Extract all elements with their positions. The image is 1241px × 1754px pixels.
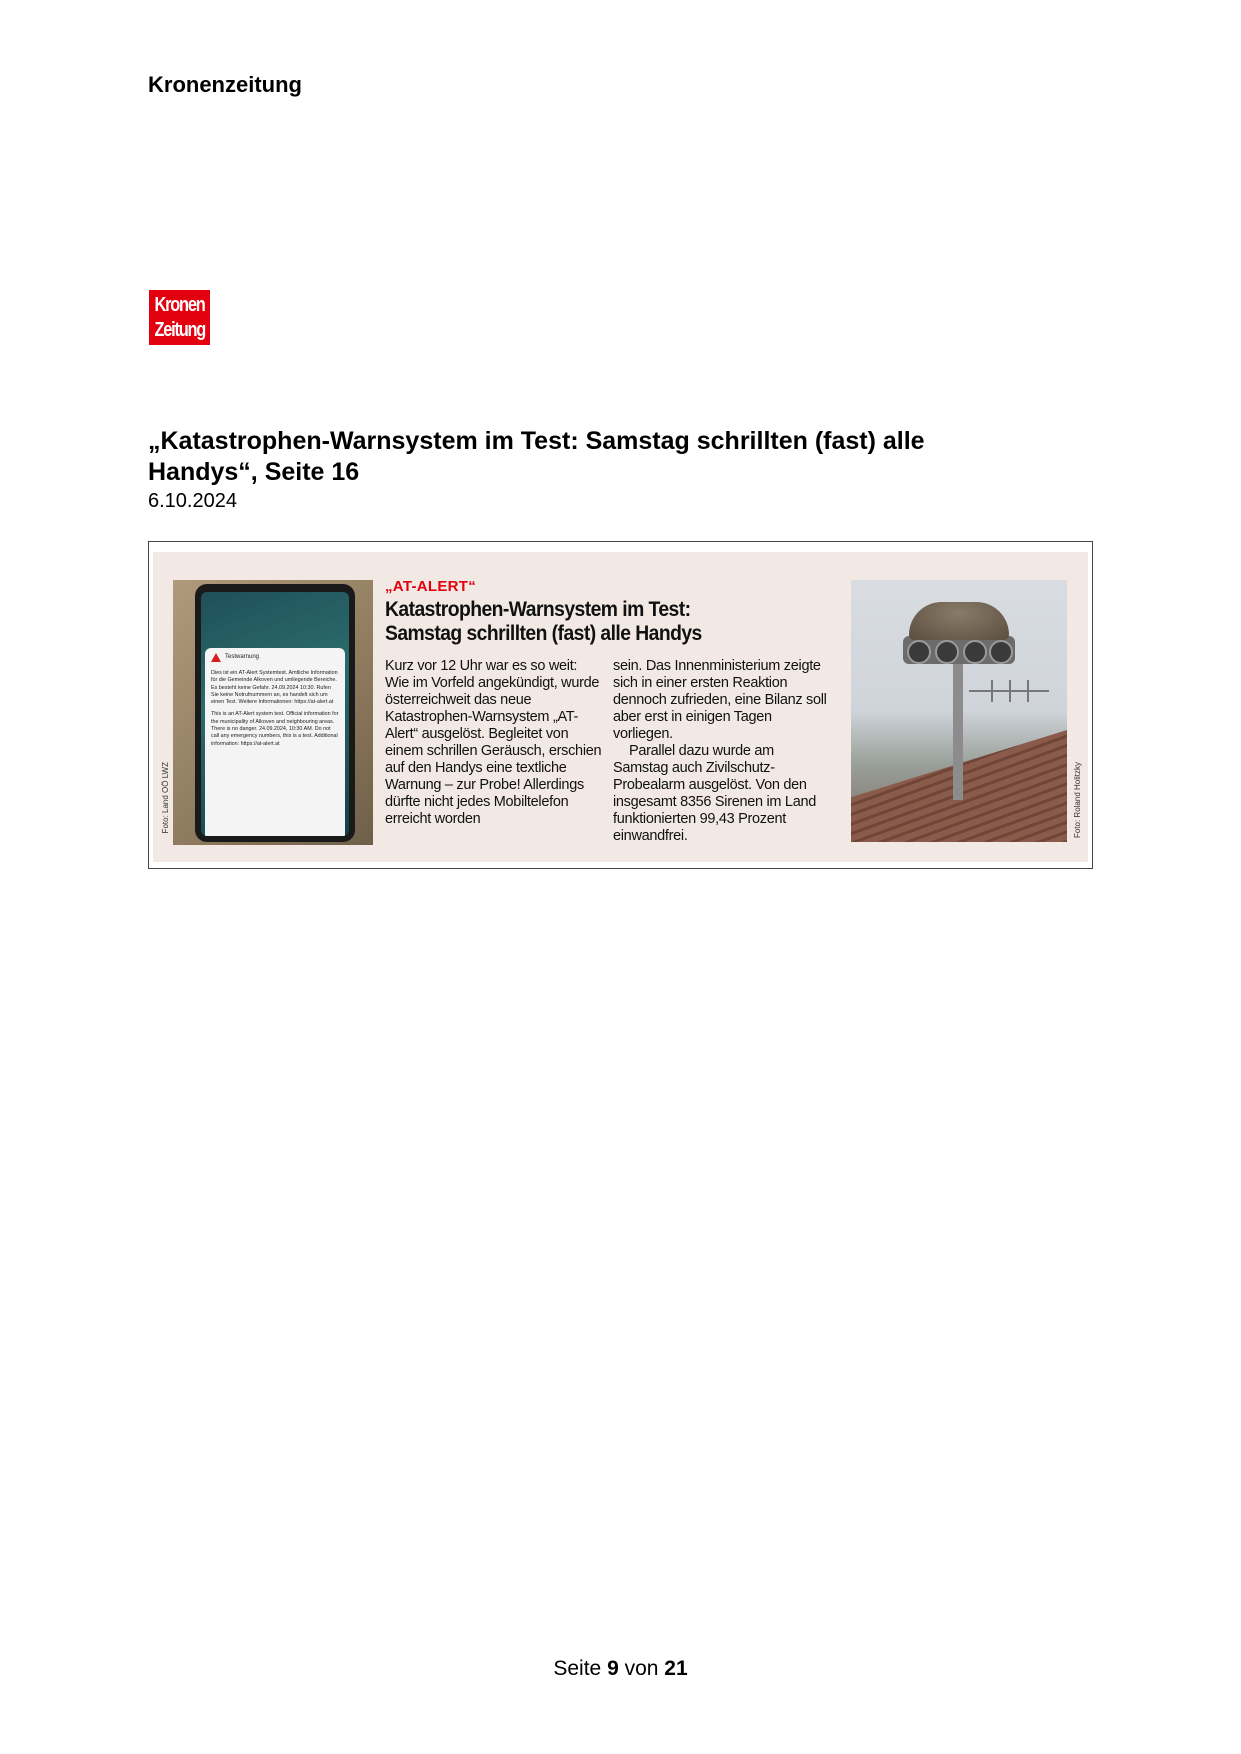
column-1-text: Kurz vor 12 Uhr war es so weit: Wie im Vorfeld angekündigt, wurde österreichweit das neue Katastrophen-Warnsystem „AT-Alert“ ausgelöst. Begleitet von einem schrillen Geräusch, erschien auf den Handys eine textliche Warnung – zur Probe! Allerdings dürfte nicht jedes Mobiltelefon erreicht worden — [385, 658, 602, 827]
siren-photo — [851, 580, 1067, 842]
siren-pole — [953, 650, 963, 800]
phone-photo — [173, 580, 373, 845]
alert-heading: Testwarnung — [225, 653, 260, 660]
article-kicker: „AT-ALERT“ — [385, 578, 477, 595]
clipping-headline — [385, 598, 790, 646]
antenna-element — [1027, 680, 1029, 702]
article-date: 6.10.2024 — [148, 490, 237, 512]
article-title — [148, 426, 1098, 488]
footer-middle: von — [624, 1657, 659, 1680]
footer-total-pages: 21 — [664, 1657, 688, 1680]
photo-credit-left: Foto: Land OÖ LWZ — [161, 762, 170, 834]
clipping-background — [153, 552, 1088, 862]
antenna-element — [1009, 680, 1011, 702]
footer-page-number: 9 — [607, 1657, 619, 1680]
article-title-line-2: Handys“, Seite 16 — [148, 458, 360, 486]
alert-text-english: This is an AT-Alert system test. Official information for the municipality of Alkoven and neighbouring areas. There is no danger. 24.09.2024, 10:30 AM. Do not call any emergency numbers, this is a test. Additional information: https://at-alert.at — [211, 711, 339, 747]
column-2-paragraph-1: sein. Das Innenministerium zeigte sich in einer ersten Reaktion dennoch zufrieden, eine Bilanz soll aber erst in einigen Tagen vorliegen. — [613, 658, 827, 742]
document-source: Kronenzeitung — [148, 72, 302, 97]
smartphone — [195, 584, 355, 842]
alert-notification — [205, 648, 345, 836]
headline-line-1: Katastrophen-Warnsystem im Test: — [385, 598, 691, 621]
footer-prefix: Seite — [553, 1657, 602, 1680]
alert-header — [211, 653, 339, 662]
warning-icon — [211, 653, 221, 662]
antenna-element — [991, 680, 993, 702]
logo-line-2: Zeitung — [154, 318, 206, 341]
siren-horn — [963, 640, 987, 664]
article-column-1 — [385, 658, 603, 828]
phone-screen — [201, 592, 349, 836]
page-footer — [0, 1657, 1241, 1681]
column-2-paragraph-2: Parallel dazu wurde am Samstag auch Zivilschutz-Probealarm ausgelöst. Von den insgesamt 8356 Sirenen im Land funktionierten 99,43 Prozent einwandfrei. — [613, 743, 816, 844]
kronen-zeitung-logo — [149, 290, 210, 345]
siren-horn — [907, 640, 931, 664]
alert-text-german: Dies ist ein AT-Alert Systemtest. Amtliche Information für die Gemeinde Alkoven und umliegende Bereiche. Es besteht keine Gefahr. 24.09.2024 10:30. Rufen Sie keine Notrufnummern an, es handelt sich um einen Test. Weitere Informationen: https://at-alert.at — [211, 670, 338, 706]
logo-line-1: Kronen — [154, 293, 205, 316]
siren-horn-ring — [903, 636, 1015, 664]
article-title-line-1: „Katastrophen-Warnsystem im Test: Samstag schrillten (fast) alle — [148, 427, 925, 455]
article-column-2 — [613, 658, 831, 845]
siren-horn — [989, 640, 1013, 664]
photo-credit-right: Foto: Roland Holitzky — [1073, 762, 1082, 839]
headline-line-2: Samstag schrillten (fast) alle Handys — [385, 622, 702, 645]
newspaper-clipping — [148, 541, 1093, 869]
siren-horn — [935, 640, 959, 664]
siren-dome — [909, 602, 1009, 640]
